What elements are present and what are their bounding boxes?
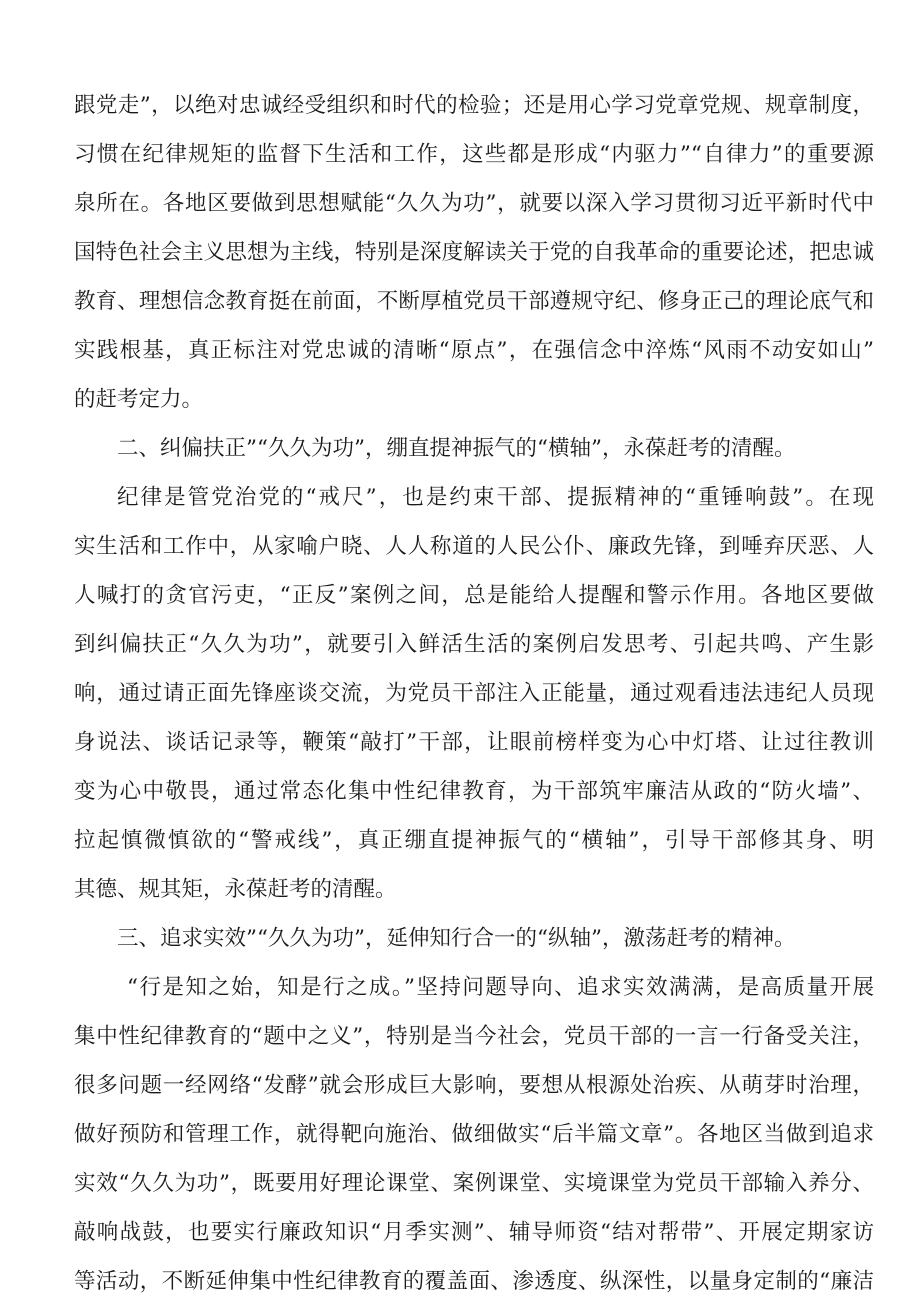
text-line: 泉所在。各地区要做到思想赋能“久久为功”，就要以深入学习贯彻习近平新时代中: [74, 191, 874, 216]
text-line: 很多问题一经网络“发酵”就会形成巨大影响，要想从根源处治疾、从萌芽时治理，: [74, 1073, 874, 1098]
text-line: 其德、规其矩，永葆赶考的清醒。: [74, 877, 397, 902]
text-line: 教育、理想信念教育挺在前面，不断厚植党员干部遵规守纪、修身正己的理论底气和: [74, 289, 874, 314]
section-heading: 三、追求实效”“久久为功”，延伸知行合一的“纵轴”，激荡赶考的精神。: [117, 926, 796, 951]
text-line: 身说法、谈话记录等，鞭策“敲打”干部，让眼前榜样变为心中灯塔、让过往教训: [74, 730, 874, 755]
text-line: 实践根基，真正标注对党忠诚的清晰“原点”，在强信念中淬炼“风雨不动安如山”: [74, 338, 874, 363]
text-line: 的赶考定力。: [74, 387, 204, 412]
text-line: 集中性纪律教育的“题中之义”，特别是当今社会，党员干部的一言一行备受关注，: [74, 1024, 874, 1049]
text-line: 纪律是管党治党的“戒尺”，也是约束干部、提振精神的“重锤响鼓”。在现: [117, 485, 874, 510]
text-line: 国特色社会主义思想为主线，特别是深度解读关于党的自我革命的重要论述，把忠诚: [74, 240, 874, 265]
text-line: 等活动，不断延伸集中性纪律教育的覆盖面、渗透度、纵深性，以量身定制的“廉洁: [74, 1269, 874, 1294]
text-line: 响，通过请正面先锋座谈交流，为党员干部注入正能量，通过观看违法违纪人员现: [74, 681, 874, 706]
text-line: 敲响战鼓，也要实行廉政知识“月季实测”、辅导师资“结对帮带”、开展定期家访: [74, 1220, 874, 1245]
text-line: 习惯在纪律规矩的监督下生活和工作，这些都是形成“内驱力”“自律力”的重要源: [74, 142, 874, 167]
text-line: 实效“久久为功”，既要用好理论课堂、案例课堂、实境课堂为党员干部输入养分、: [74, 1171, 874, 1196]
section-heading: 二、纠偏扶正”“久久为功”，绷直提神振气的“横轴”，永葆赶考的清醒。: [117, 436, 796, 461]
text-line: “行是知之始，知是行之成。”坚持问题导向、追求实效满满，是高质量开展: [127, 975, 874, 1000]
text-line: 实生活和工作中，从家喻户晓、人人称道的人民公仆、廉政先锋，到唾弃厌恶、人: [74, 534, 874, 559]
text-line: 变为心中敬畏，通过常态化集中性纪律教育，为干部筑牢廉洁从政的“防火墙”、: [74, 779, 874, 804]
text-line: 拉起慎微慎欲的“警戒线”，真正绷直提神振气的“横轴”，引导干部修其身、明: [74, 828, 874, 853]
text-line: 跟党走”，以绝对忠诚经受组织和时代的检验；还是用心学习党章党规、规章制度，: [74, 93, 874, 118]
text-line: 到纠偏扶正“久久为功”，就要引入鲜活生活的案例启发思考、引起共鸣、产生影: [74, 632, 874, 657]
text-line: 做好预防和管理工作，就得靶向施治、做细做实“后半篇文章”。各地区当做到追求: [74, 1122, 874, 1147]
text-line: 人喊打的贪官污吏，“正反”案例之间，总是能给人提醒和警示作用。各地区要做: [74, 583, 874, 608]
